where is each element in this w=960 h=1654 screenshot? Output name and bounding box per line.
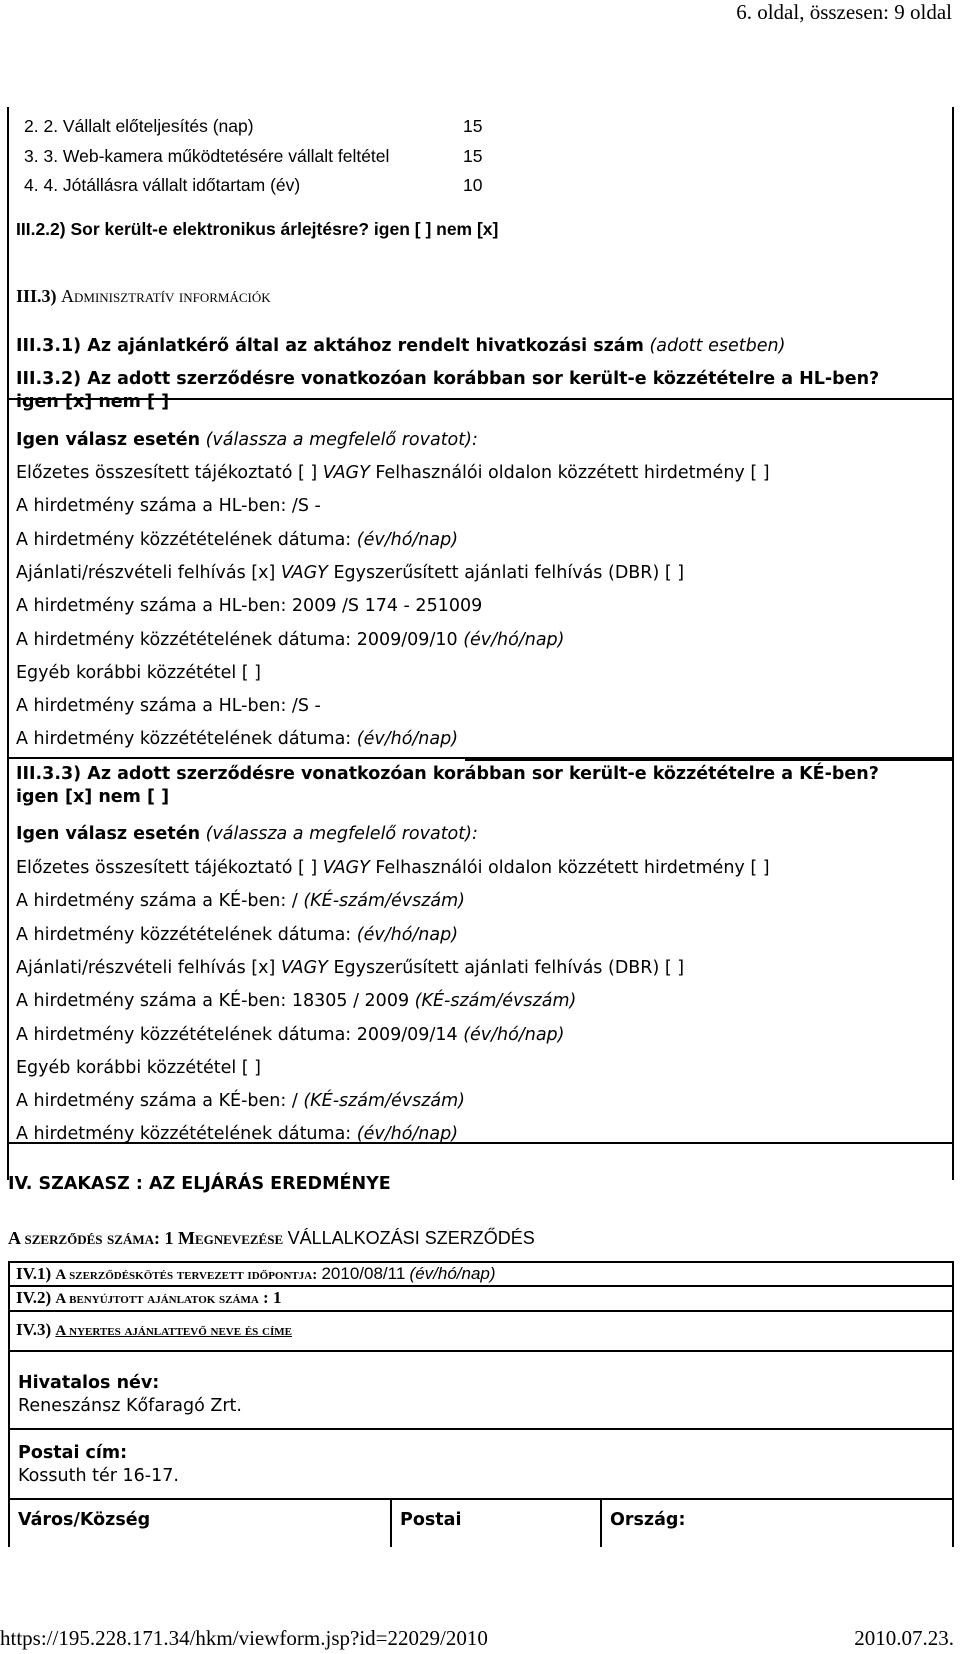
ke-line-6 [16, 1025, 564, 1045]
contract-value: VÁLLALKOZÁSI SZERZŐDÉS [287, 1228, 535, 1248]
ke-line-2a: A hirdetmény száma a KÉ-ben: / [16, 891, 304, 911]
hl-if-yes-hint: (válassza a megfelelő rovatot): [205, 430, 478, 450]
iv-box-row1 [8, 1285, 953, 1287]
winner-row-divider-2 [8, 1498, 953, 1500]
offers-count-line [16, 1288, 281, 1308]
ke-line-9 [16, 1124, 458, 1144]
hl-line-3 [16, 530, 458, 550]
hl-line-1c: Felhasználói oldalon közzétett hirdetmény [ ] [369, 463, 770, 483]
hl-publication-answer: igen [x] nem [ ] [16, 392, 170, 412]
iv-box-row3 [8, 1350, 953, 1352]
hl-if-yes-line [16, 430, 478, 450]
ke-line-9a: A hirdetmény közzétételének dátuma: [16, 1124, 357, 1144]
hl-line-2: A hirdetmény száma a HL-ben: /S - [16, 496, 321, 516]
hl-line-3a: A hirdetmény közzétételének dátuma: [16, 530, 357, 550]
ke-line-1b: VAGY [322, 858, 370, 878]
iv-box-row2 [8, 1310, 953, 1312]
ke-line-4 [16, 958, 684, 978]
ke-line-4b: VAGY [280, 958, 328, 978]
ke-line-2 [16, 891, 465, 911]
ke-line-5b: (KÉ-szám/évszám) [414, 991, 577, 1011]
criteria-item-3-label: 4. 4. Jótállásra vállalt időtartam (év) [24, 175, 301, 195]
hl-line-1b: VAGY [322, 463, 370, 483]
ke-line-8 [16, 1091, 465, 1111]
criteria-item-1-label: 2. 2. Vállalt előteljesítés (nap) [24, 116, 254, 136]
s4-1-number: IV.1) [16, 1264, 52, 1283]
winner-col-divider-1 [390, 1498, 392, 1547]
ke-line-3a: A hirdetmény közzétételének dátuma: [16, 925, 357, 945]
ke-line-7: Egyéb korábbi közzététel [ ] [16, 1058, 261, 1078]
ke-line-1c: Felhasználói oldalon közzétett hirdetmény [ ] [369, 858, 770, 878]
criteria-item-1-value: 15 [463, 116, 483, 136]
s4-1-label: A szerződéskötés tervezett időpontja: [55, 1267, 318, 1283]
criteria-item-2-label: 3. 3. Web-kamera működtetésére vállalt feltétel [24, 146, 390, 166]
reference-number-hint: (adott esetben) [649, 336, 786, 356]
postal-address-value: Kossuth tér 16-17. [18, 1466, 179, 1486]
s4-1-hint: (év/hó/nap) [409, 1264, 496, 1283]
page-number-header: 6. oldal, összesen: 9 oldal [736, 0, 952, 24]
ke-line-1 [16, 858, 770, 878]
winner-row-divider-1 [8, 1428, 953, 1430]
winner-heading-line [16, 1320, 292, 1340]
iv-box-top [8, 1261, 953, 1263]
hl-line-4 [16, 563, 684, 583]
hl-line-5: A hirdetmény száma a HL-ben: 2009 /S 174 - 251009 [16, 596, 483, 616]
ke-line-8a: A hirdetmény száma a KÉ-ben: / [16, 1091, 304, 1111]
winner-col-divider-2 [600, 1498, 602, 1547]
ke-line-6a: A hirdetmény közzétételének dátuma: 2009/09/14 [16, 1025, 464, 1045]
hl-line-4b: VAGY [280, 563, 328, 583]
postal-address-label: Postai cím: [18, 1443, 128, 1463]
electronic-auction-line: III.2.2) Sor került-e elektronikus árlejtésre? igen [ ] nem [x] [16, 219, 499, 239]
s4-2-number: IV.2) [16, 1288, 52, 1307]
contract-label: A szerződés száma: 1 Megnevezése [8, 1228, 284, 1248]
s4-3-number: IV.3) [16, 1320, 52, 1339]
ke-line-4c: Egyszerűsített ajánlati felhívás (DBR) [ ] [327, 958, 685, 978]
reference-number-line [16, 336, 785, 356]
official-name-value: Reneszánsz Kőfaragó Zrt. [18, 1396, 242, 1416]
city-column-label: Város/Község [18, 1510, 151, 1530]
contract-line [8, 1228, 535, 1249]
hl-line-1a: Előzetes összesített tájékoztató [ ] [16, 463, 323, 483]
ke-if-yes-hint: (válassza a megfelelő rovatot): [205, 824, 478, 844]
section-4-title: IV. SZAKASZ : AZ ELJÁRÁS EREDMÉNYE [8, 1174, 391, 1194]
footer-url: https://195.228.171.34/hkm/viewform.jsp?id=22029/2010 [0, 1626, 488, 1650]
hl-line-8: A hirdetmény száma a HL-ben: /S - [16, 696, 321, 716]
ke-line-4a: Ajánlati/részvételi felhívás [x] [16, 958, 281, 978]
ke-if-yes-label: Igen válasz esetén [16, 824, 201, 844]
ke-line-2b: (KÉ-szám/évszám) [303, 891, 465, 911]
criteria-item-3-value: 10 [463, 175, 483, 195]
hl-line-4a: Ajánlati/részvételi felhívás [x] [16, 563, 281, 583]
ke-line-1a: Előzetes összesített tájékoztató [ ] [16, 858, 323, 878]
section-3-3-number: III.3) [16, 286, 57, 306]
ke-line-3b: (év/hó/nap) [356, 925, 459, 945]
hl-line-6a: A hirdetmény közzétételének dátuma: 2009/09/10 [16, 630, 464, 650]
s4-2-label: A benyújtott ajánlatok száma [55, 1291, 259, 1307]
hl-line-3b: (év/hó/nap) [356, 530, 459, 550]
official-name-label: Hivatalos név: [18, 1373, 160, 1393]
planned-date-line [16, 1264, 496, 1284]
postal-code-column-label: Postai [400, 1510, 462, 1530]
frame-left-border [7, 107, 9, 1180]
footer-date: 2010.07.23. [854, 1626, 954, 1650]
ke-publication-question: III.3.3) Az adott szerződésre vonatkozóan korábban sor került-e közzétételre a KÉ-ben? [16, 764, 879, 784]
criteria-item-2-value: 15 [463, 146, 483, 166]
section-divider-3-3-3 [465, 759, 953, 761]
ke-line-9b: (év/hó/nap) [356, 1124, 459, 1144]
section-3-3-heading [16, 286, 271, 307]
hl-line-6b: (év/hó/nap) [463, 630, 565, 650]
ke-if-yes-line [16, 824, 478, 844]
country-column-label: Ország: [610, 1510, 686, 1530]
hl-if-yes-label: Igen válasz esetén [16, 430, 201, 450]
hl-line-9a: A hirdetmény közzétételének dátuma: [16, 729, 357, 749]
ke-line-5a: A hirdetmény száma a KÉ-ben: 18305 / 2009 [16, 991, 415, 1011]
ke-publication-answer: igen [x] nem [ ] [16, 787, 170, 807]
iv-box-right [952, 1261, 954, 1547]
iv-box-left [8, 1261, 10, 1547]
ke-line-8b: (KÉ-szám/évszám) [303, 1091, 465, 1111]
reference-number-label: III.3.1) Az ajánlatkérő által az aktához rendelt hivatkozási szám [16, 336, 644, 356]
ke-line-3 [16, 925, 458, 945]
hl-line-4c: Egyszerűsített ajánlati felhívás (DBR) [ ] [327, 563, 685, 583]
section-3-3-title: Adminisztratív információk [61, 286, 271, 306]
hl-line-9b: (év/hó/nap) [356, 729, 459, 749]
hl-line-9 [16, 729, 458, 749]
hl-publication-question: III.3.2) Az adott szerződésre vonatkozóan korábban sor került-e közzétételre a HL-ben? [16, 369, 880, 389]
hl-line-7: Egyéb korábbi közzététel [ ] [16, 663, 261, 683]
s4-2-value: : 1 [263, 1288, 282, 1307]
hl-line-1 [16, 463, 770, 483]
ke-line-6b: (év/hó/nap) [463, 1025, 565, 1045]
section-divider-3-3-3-full [7, 757, 953, 759]
ke-line-5 [16, 991, 576, 1011]
frame-right-border [952, 107, 954, 1180]
s4-3-label: A nyertes ajánlattevő neve és címe [55, 1323, 292, 1339]
s4-1-value: 2010/08/11 [321, 1264, 406, 1283]
hl-line-6 [16, 630, 564, 650]
